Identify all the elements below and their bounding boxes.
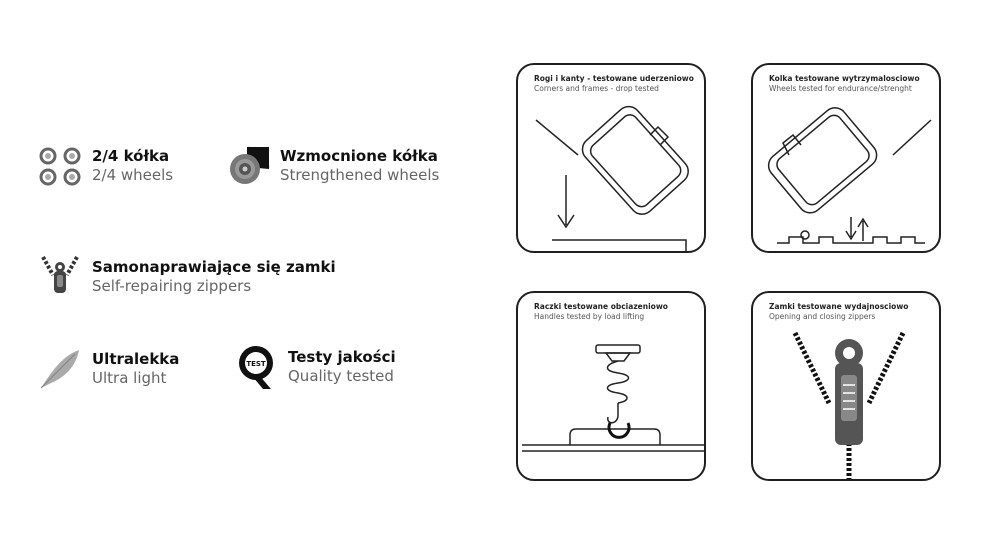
panel-zippers-test <box>751 291 941 481</box>
reinforced-wheel-icon <box>222 144 274 188</box>
panel-subtitle: Handles tested by load lifting <box>534 312 645 321</box>
feature-strong-wheels <box>222 144 439 188</box>
panel-wheels-test <box>751 63 941 253</box>
panel-title: Zamki testowane wydajnosciowo <box>769 302 909 311</box>
panel-subtitle: Wheels tested for endurance/strenght <box>769 84 912 93</box>
feature-subtitle: Ultra light <box>92 369 167 387</box>
panel-title: Rogi i kanty - testowane uderzeniowo <box>534 74 694 83</box>
four-wheels-icon <box>34 144 86 188</box>
feature-title: 2/4 kółka <box>92 147 170 165</box>
handles-test-illustration <box>518 293 706 481</box>
quality-test-icon <box>230 345 282 389</box>
feature-wheels <box>34 144 173 188</box>
panel-title: Kolka testowane wytrzymalosciowo <box>769 74 920 83</box>
feature-light <box>34 347 179 391</box>
feature-quality <box>230 345 396 389</box>
feature-title: Testy jakości <box>288 348 396 366</box>
zipper-test-illustration <box>753 293 941 481</box>
quality-badge-text: TEST <box>246 360 266 368</box>
feature-subtitle: 2/4 wheels <box>92 166 174 184</box>
feature-subtitle: Self-repairing zippers <box>92 277 252 295</box>
feature-subtitle: Strengthened wheels <box>280 166 440 184</box>
zipper-icon <box>34 255 86 299</box>
feature-title: Wzmocnione kółka <box>280 147 438 165</box>
panel-drop-test <box>516 63 706 253</box>
wheels-test-illustration <box>753 65 941 253</box>
panel-subtitle: Corners and frames - drop tested <box>534 84 659 93</box>
panel-handles-test <box>516 291 706 481</box>
panel-title: Raczki testowane obciazeniowo <box>534 302 668 311</box>
feature-title: Samonaprawiające się zamki <box>92 258 336 276</box>
drop-test-illustration <box>518 65 706 253</box>
feather-icon <box>34 347 86 391</box>
feature-zippers <box>34 255 336 299</box>
feature-title: Ultralekka <box>92 350 180 368</box>
panel-subtitle: Opening and closing zippers <box>769 312 876 321</box>
feature-subtitle: Quality tested <box>288 367 394 385</box>
